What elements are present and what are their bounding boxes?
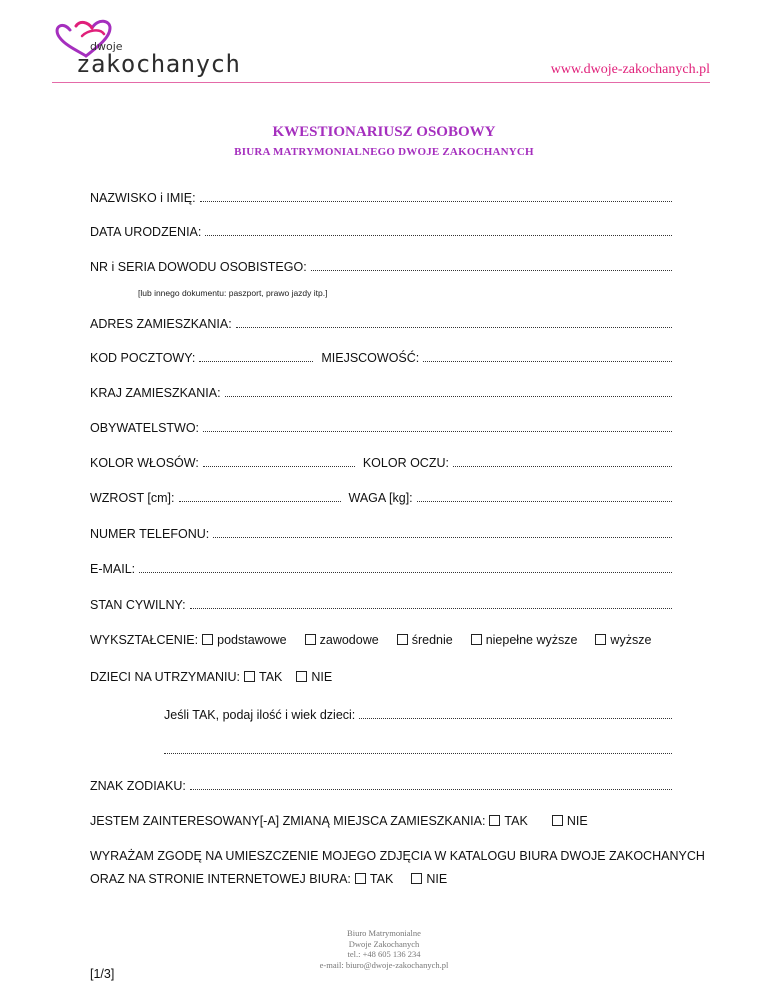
footer-phone: tel.: +48 605 136 234 <box>347 949 421 959</box>
field-citizenship[interactable] <box>90 420 674 438</box>
field-zodiac[interactable] <box>90 778 674 796</box>
document-subtitle: BIURA MATRYMONIALNEGO DWOJE ZAKOCHANYCH <box>234 146 534 158</box>
checkbox[interactable] <box>595 634 606 645</box>
footer-line: Dwoje Zakochanych <box>348 938 420 949</box>
field-label: KOD POCZTOWY: <box>90 351 196 365</box>
page-number: [1/3] <box>90 967 115 981</box>
checkbox[interactable] <box>202 634 213 645</box>
fill-line[interactable] <box>200 190 672 202</box>
checkbox[interactable] <box>552 815 563 826</box>
field-label: DATA URODZENIA: <box>90 225 202 239</box>
field-label: STAN CYWILNY: <box>90 598 186 612</box>
field-email[interactable] <box>90 561 674 579</box>
fill-line[interactable] <box>225 385 672 397</box>
document-title: KWESTIONARIUSZ OSOBOWY <box>272 124 496 140</box>
relocation-no-option[interactable]: NIE <box>548 814 588 828</box>
children-no-option[interactable]: NIE <box>292 670 332 684</box>
id-note: [lub innego dokumentu: paszport, prawo jazdy itp.] <box>138 288 328 298</box>
header-divider <box>52 82 710 83</box>
education-option-higher[interactable]: wyższe <box>591 633 651 647</box>
field-relocation <box>90 814 674 832</box>
fill-line[interactable] <box>453 455 672 467</box>
fill-line[interactable] <box>179 490 341 502</box>
footer-contact <box>0 928 768 970</box>
checkbox[interactable] <box>489 815 500 826</box>
field-children-details[interactable] <box>164 707 674 725</box>
field-label: KOLOR WŁOSÓW: <box>90 456 199 470</box>
field-label: WAGA [kg]: <box>348 491 413 505</box>
field-label: OBYWATELSTWO: <box>90 421 200 435</box>
checkbox[interactable] <box>471 634 482 645</box>
education-option-vocational[interactable]: zawodowe <box>301 633 379 647</box>
field-address[interactable] <box>90 316 674 334</box>
fill-line[interactable] <box>359 707 672 719</box>
fill-line[interactable] <box>164 742 672 754</box>
consent-no-option[interactable]: NIE <box>407 872 447 886</box>
field-label: Jeśli TAK, podaj ilość i wiek dzieci: <box>164 708 356 722</box>
education-option-basic[interactable]: podstawowe <box>198 633 287 647</box>
footer-email: e-mail: biuro@dwoje-zakochanych.pl <box>319 959 449 970</box>
consent-line-1: WYRAŻAM ZGODĘ NA UMIESZCZENIE MOJEGO ZDJĘCIA W KATALOGU BIURA DWOJE ZAKOCHANYCH <box>90 849 705 863</box>
field-children <box>90 670 674 688</box>
field-label: WYKSZTAŁCENIE: <box>90 633 199 647</box>
fill-line[interactable] <box>417 490 672 502</box>
consent-text <box>90 849 705 867</box>
field-label: NAZWISKO i IMIĘ: <box>90 191 196 205</box>
brand-small-text: dwoje <box>90 40 123 53</box>
fill-line[interactable] <box>203 420 672 432</box>
field-id-document[interactable] <box>90 259 674 277</box>
fill-line[interactable] <box>139 561 672 573</box>
field-label: MIEJSCOWOŚĆ: <box>321 351 420 365</box>
fill-line[interactable] <box>190 597 672 609</box>
fill-line[interactable] <box>213 526 672 538</box>
fill-line[interactable] <box>205 224 672 236</box>
footer-line: Biuro Matrymonialne <box>347 928 421 938</box>
field-marital-status[interactable] <box>90 597 674 615</box>
field-name[interactable] <box>90 190 674 208</box>
fill-line[interactable] <box>203 455 355 467</box>
website-link[interactable]: www.dwoje-zakochanych.pl <box>550 62 710 77</box>
field-label: WZROST [cm]: <box>90 491 175 505</box>
field-children-details-continued[interactable] <box>164 742 674 760</box>
fill-line[interactable] <box>190 778 672 790</box>
field-label: E-MAIL: <box>90 562 136 576</box>
field-label: JESTEM ZAINTERESOWANY[-A] ZMIANĄ MIEJSCA ZAMIESZKANIA: <box>90 814 486 828</box>
field-label: KOLOR OCZU: <box>362 456 449 470</box>
field-zip-city[interactable] <box>90 350 674 368</box>
checkbox[interactable] <box>355 873 366 884</box>
children-yes-option[interactable]: TAK <box>240 670 282 684</box>
fill-line[interactable] <box>311 259 672 271</box>
education-option-incomplete-higher[interactable]: niepełne wyższe <box>467 633 578 647</box>
field-label: ADRES ZAMIESZKANIA: <box>90 317 232 331</box>
consent-line-2: ORAZ NA STRONIE INTERNETOWEJ BIURA: <box>90 872 351 886</box>
field-label: ZNAK ZODIAKU: <box>90 779 186 793</box>
field-hair-eyes[interactable] <box>90 455 674 473</box>
field-education <box>90 633 674 651</box>
checkbox[interactable] <box>305 634 316 645</box>
brand-name: zakochanych <box>76 50 241 78</box>
checkbox[interactable] <box>296 671 307 682</box>
fill-line[interactable] <box>423 350 672 362</box>
field-height-weight[interactable] <box>90 490 674 508</box>
field-label: NUMER TELEFONU: <box>90 527 210 541</box>
fill-line[interactable] <box>236 316 672 328</box>
field-country[interactable] <box>90 385 674 403</box>
consent-yes-option[interactable]: TAK <box>351 872 393 886</box>
field-label: DZIECI NA UTRZYMANIU: <box>90 670 241 684</box>
education-option-secondary[interactable]: średnie <box>393 633 453 647</box>
checkbox[interactable] <box>397 634 408 645</box>
relocation-yes-option[interactable]: TAK <box>485 814 527 828</box>
field-birth-date[interactable] <box>90 224 674 242</box>
fill-line[interactable] <box>199 350 313 362</box>
field-photo-consent <box>90 872 674 890</box>
field-label: KRAJ ZAMIESZKANIA: <box>90 386 221 400</box>
field-label: NR i SERIA DOWODU OSOBISTEGO: <box>90 260 307 274</box>
checkbox[interactable] <box>244 671 255 682</box>
field-phone[interactable] <box>90 526 674 544</box>
brand-logo <box>52 16 241 78</box>
checkbox[interactable] <box>411 873 422 884</box>
